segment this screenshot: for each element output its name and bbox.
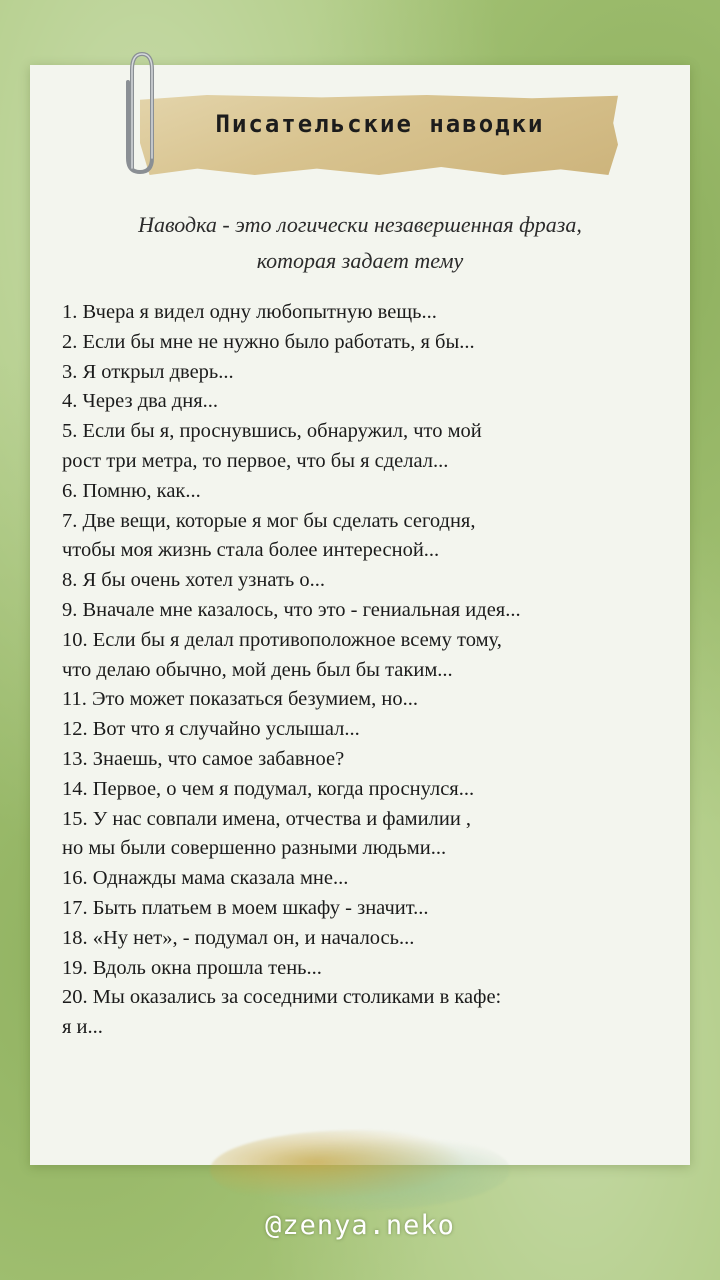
list-item: 2. Если бы мне не нужно было работать, я бы... xyxy=(62,330,475,353)
list-item: 17. Быть платьем в моем шкафу - значит... xyxy=(62,896,429,919)
paperclip-icon xyxy=(110,48,160,178)
decorative-paint-splash xyxy=(210,1130,510,1210)
list-item: что делаю обычно, мой день был бы таким... xyxy=(62,658,453,681)
list-item: 11. Это может показаться безумием, но... xyxy=(62,688,418,711)
list-item: 20. Мы оказались за соседними столиками в кафе: xyxy=(62,986,502,1009)
list-item: 19. Вдоль окна прошла тень... xyxy=(62,956,322,979)
list-item: 12. Вот что я случайно услышал... xyxy=(62,718,360,741)
prompt-list xyxy=(62,298,692,1043)
list-item: 3. Я открыл дверь... xyxy=(62,360,234,383)
list-item: 1. Вчера я видел одну любопытную вещь... xyxy=(62,301,437,323)
author-handle: @zenya.neko xyxy=(265,1210,455,1241)
list-item: чтобы моя жизнь стала более интересной... xyxy=(62,539,440,562)
list-item: 9. Вначале мне казалось, что это - гениальная идея... xyxy=(62,598,521,621)
subtitle-line-2: которая задает тему xyxy=(256,248,464,273)
list-item: 18. «Ну нет», - подумал он, и началось... xyxy=(62,926,415,949)
subtitle-line-1: Наводка - это логически незавершенная фраза, xyxy=(138,212,582,237)
list-item: рост три метра, то первое, что бы я сделал... xyxy=(62,449,449,472)
list-item: 4. Через два дня... xyxy=(62,390,219,413)
list-item: 16. Однажды мама сказала мне... xyxy=(62,867,349,890)
list-item: 10. Если бы я делал противоположное всему тому, xyxy=(62,628,502,651)
list-item: 8. Я бы очень хотел узнать о... xyxy=(62,569,326,592)
page-title: Писательские наводки xyxy=(215,110,545,138)
list-item: но мы были совершенно разными людьми... xyxy=(62,837,447,860)
list-item: 14. Первое, о чем я подумал, когда проснулся... xyxy=(62,777,475,800)
list-item: я и... xyxy=(62,1016,103,1039)
list-item: 6. Помню, как... xyxy=(62,479,201,502)
list-item: 13. Знаешь, что самое забавное? xyxy=(62,747,345,770)
list-item: 7. Две вещи, которые я мог бы сделать сегодня, xyxy=(62,509,476,532)
list-item: 5. Если бы я, проснувшись, обнаружил, что мой xyxy=(62,420,482,443)
list-item: 15. У нас совпали имена, отчества и фамилии , xyxy=(62,807,472,830)
